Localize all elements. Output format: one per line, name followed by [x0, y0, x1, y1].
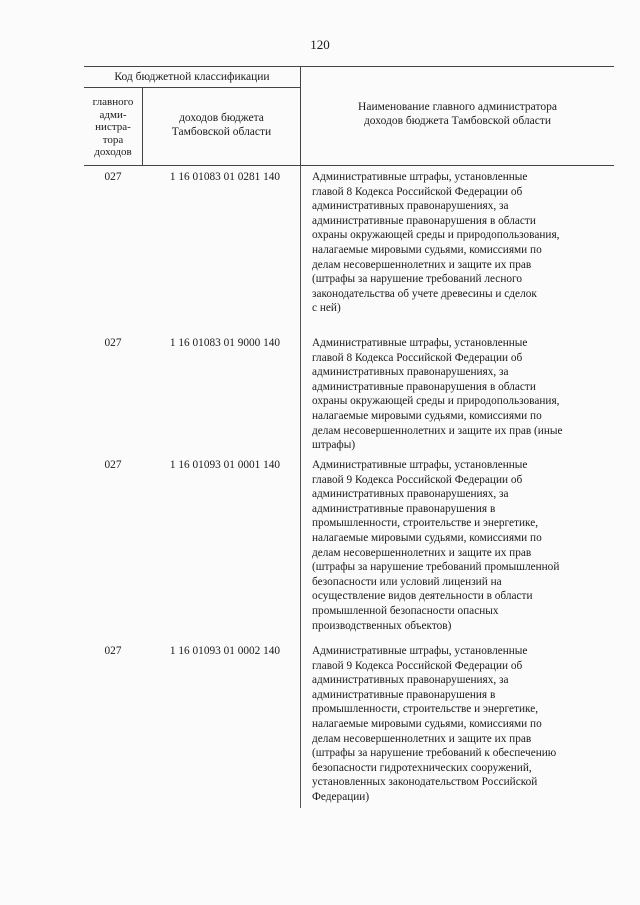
header-group-rule: [84, 87, 300, 88]
name-line: Административные штрафы, установленные: [312, 337, 528, 349]
name-line: делам несовершеннолетних и защите их прав (иные: [312, 424, 563, 437]
name-line: делам несовершеннолетних и защите их прав: [312, 732, 532, 745]
name-line: делам несовершеннолетних и защите их прав: [312, 546, 532, 559]
name-line: административных правонарушениях, за: [312, 366, 509, 379]
administrator-name: [312, 336, 614, 453]
admin-code: 027: [104, 459, 122, 471]
name-line: административных правонарушениях, за: [312, 674, 509, 687]
name-line: Административные штрафы, установленные: [312, 459, 528, 471]
name-line: промышленной безопасности опасных: [312, 604, 499, 617]
header-bottom-rule: [84, 165, 614, 166]
name-line: Федерации): [312, 790, 370, 803]
name-line: Административные штрафы, установленные: [312, 645, 528, 657]
name-line: налагаемые мировыми судьями, комиссиями по: [312, 717, 542, 730]
name-line: безопасности или условий лицензий на: [312, 575, 502, 588]
name-line: (штрафы за нарушение требований лесного: [312, 273, 523, 286]
admin-code: 027: [104, 171, 122, 183]
name-line: главой 9 Кодекса Российской Федерации об: [312, 473, 523, 486]
name-line: главой 9 Кодекса Российской Федерации об: [312, 659, 523, 672]
name-line: установленных законодательством Российской: [312, 776, 538, 789]
name-line: промышленности, строительстве и энергетике,: [312, 517, 539, 530]
income-code: 1 16 01093 01 0001 140: [169, 459, 281, 471]
name-line: с ней): [312, 302, 341, 315]
income-code: 1 16 01083 01 0281 140: [169, 171, 281, 183]
administrator-name: [312, 458, 614, 633]
name-line: охраны окружающей среды и природопользования,: [312, 229, 560, 242]
name-line: административных правонарушениях, за: [312, 488, 509, 501]
admin-code: 027: [104, 645, 122, 657]
name-line: административных правонарушениях, за: [312, 200, 509, 213]
administrator-name: [312, 644, 614, 805]
header-top-rule: [84, 66, 614, 67]
name-line: делам несовершеннолетних и защите их прав: [312, 258, 532, 271]
column-divider: [300, 166, 301, 808]
administrator-name: [312, 170, 614, 316]
header-col-name: Наименование главного администратора доходов бюджета Тамбовской области: [358, 101, 557, 127]
name-line: осуществление видов деятельности в области: [312, 590, 533, 603]
header-col-income: доходов бюджета Тамбовской области: [171, 112, 272, 138]
name-line: (штрафы за нарушение требований промышленной: [312, 561, 560, 574]
header-col-admin: главного адми- нистра- тора доходов: [92, 96, 134, 158]
name-line: налагаемые мировыми судьями, комиссиями по: [312, 531, 542, 544]
name-line: административные правонарушения в: [312, 502, 496, 515]
name-line: главой 8 Кодекса Российской Федерации об: [312, 185, 523, 198]
name-line: налагаемые мировыми судьями, комиссиями по: [312, 409, 542, 422]
header-group-title: Код бюджетной классификации: [114, 71, 270, 83]
name-line: административные правонарушения в: [312, 688, 496, 701]
name-line: производственных объектов): [312, 619, 452, 632]
income-code: 1 16 01083 01 9000 140: [169, 337, 281, 349]
page-number: 120: [310, 37, 330, 52]
name-line: законодательства об учете древесины и сделок: [312, 287, 537, 300]
admin-code: 027: [104, 337, 122, 349]
name-line: административные правонарушения в области: [312, 380, 536, 393]
income-code: 1 16 01093 01 0002 140: [169, 645, 281, 657]
name-line: промышленности, строительстве и энергетике,: [312, 703, 539, 716]
name-line: (штрафы за нарушение требований к обеспечению: [312, 747, 557, 760]
name-line: главой 8 Кодекса Российской Федерации об: [312, 351, 523, 364]
name-line: административные правонарушения в области: [312, 214, 536, 227]
name-line: безопасности гидротехнических сооружений,: [312, 761, 532, 774]
name-line: Административные штрафы, установленные: [312, 171, 528, 183]
name-line: штрафы): [312, 439, 356, 452]
name-line: охраны окружающей среды и природопользования,: [312, 395, 560, 408]
table-header: [84, 66, 614, 166]
name-line: налагаемые мировыми судьями, комиссиями по: [312, 243, 542, 256]
